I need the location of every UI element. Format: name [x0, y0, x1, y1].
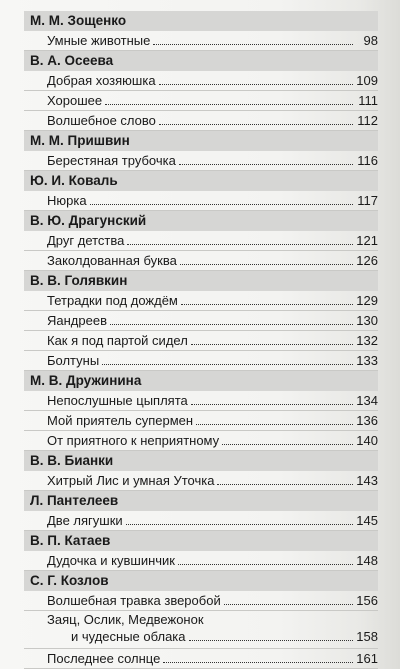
dot-leader: [126, 524, 353, 525]
page-number: 136: [356, 413, 378, 428]
entry-title: Хитрый Лис и умная Уточка: [47, 473, 215, 488]
toc-entry[interactable]: [24, 649, 378, 669]
toc-section: [24, 211, 378, 271]
author-heading: В. В. Бианки: [24, 451, 378, 471]
page-number: 143: [356, 473, 378, 488]
page-number: 158: [356, 629, 378, 644]
page-number: 148: [356, 553, 378, 568]
toc-entry[interactable]: [24, 251, 378, 271]
entry-title: Болтуны: [47, 353, 100, 368]
page-number: 121: [356, 233, 378, 248]
entry-title: Мой приятель супермен: [47, 413, 194, 428]
entry-title: Умные животные: [47, 33, 151, 48]
toc-section: [24, 171, 378, 211]
page-number: 109: [356, 73, 378, 88]
dot-leader: [224, 604, 353, 605]
dot-leader: [110, 324, 353, 325]
entry-title: Добрая хозяюшка: [47, 73, 156, 88]
entry-title: Берестяная трубочка: [47, 153, 176, 168]
toc-entry[interactable]: [24, 71, 378, 91]
entry-title: Хорошее: [47, 93, 103, 108]
entry-title-continuation: и чудесные облака: [71, 629, 186, 644]
entry-title: Заколдованная буква: [47, 253, 177, 268]
dot-leader: [105, 104, 353, 105]
toc-entry[interactable]: [24, 351, 378, 371]
page-number: 156: [356, 593, 378, 608]
entry-title: Яандреев: [47, 313, 107, 328]
toc-entry[interactable]: [24, 231, 378, 251]
page-number: 116: [357, 153, 378, 168]
page-number: 132: [356, 333, 378, 348]
toc-entry[interactable]: [24, 551, 378, 571]
dot-leader: [127, 244, 353, 245]
entry-title: Последнее солнце: [47, 651, 161, 666]
dot-leader: [181, 304, 353, 305]
page-number: 130: [356, 313, 378, 328]
toc-entry[interactable]: [24, 611, 378, 649]
dot-leader: [196, 424, 353, 425]
toc-section: [24, 451, 378, 491]
entry-title: Две лягушки: [47, 513, 123, 528]
page-number: 145: [356, 513, 378, 528]
page-number: 126: [356, 253, 378, 268]
toc-entry[interactable]: [24, 31, 378, 51]
toc-entry[interactable]: [24, 391, 378, 411]
dot-leader: [191, 344, 353, 345]
dot-leader: [180, 264, 353, 265]
dot-leader: [90, 204, 353, 205]
page-number: 161: [356, 651, 378, 666]
page-number: 129: [356, 293, 378, 308]
toc-section: [24, 531, 378, 571]
page-number: 98: [363, 33, 378, 48]
dot-leader: [189, 640, 353, 641]
table-of-contents: [24, 11, 378, 669]
author-heading: В. П. Катаев: [24, 531, 378, 551]
author-heading: М. М. Зощенко: [24, 11, 378, 31]
toc-section: [24, 11, 378, 51]
author-heading: М. М. Пришвин: [24, 131, 378, 151]
toc-entry[interactable]: [24, 471, 378, 491]
toc-entry[interactable]: [24, 311, 378, 331]
page-number: 140: [356, 433, 378, 448]
entry-title: Волшебное слово: [47, 113, 156, 128]
dot-leader: [222, 444, 353, 445]
entry-title: Тетрадки под дождём: [47, 293, 178, 308]
author-heading: М. В. Дружинина: [24, 371, 378, 391]
toc-section: [24, 371, 378, 451]
toc-entry[interactable]: [24, 191, 378, 211]
page-number: 117: [357, 193, 378, 208]
entry-title: Волшебная травка зверобой: [47, 593, 221, 608]
toc-entry[interactable]: [24, 431, 378, 451]
page-number: 111: [358, 93, 378, 108]
page-number: 133: [356, 353, 378, 368]
author-heading: Ю. И. Коваль: [24, 171, 378, 191]
dot-leader: [179, 164, 353, 165]
entry-title: От приятного к неприятному: [47, 433, 220, 448]
page-number: 112: [357, 113, 378, 128]
author-heading: С. Г. Козлов: [24, 571, 378, 591]
entry-title: Как я под партой сидел: [47, 333, 188, 348]
dot-leader: [178, 564, 353, 565]
toc-entry[interactable]: [24, 411, 378, 431]
dot-leader: [191, 404, 353, 405]
toc-entry[interactable]: [24, 591, 378, 611]
dot-leader: [102, 364, 353, 365]
toc-entry[interactable]: [24, 111, 378, 131]
dot-leader: [159, 124, 353, 125]
toc-entry[interactable]: [24, 291, 378, 311]
toc-section: [24, 131, 378, 171]
author-heading: В. А. Осеева: [24, 51, 378, 71]
author-heading: В. В. Голявкин: [24, 271, 378, 291]
toc-section: [24, 571, 378, 669]
dot-leader: [153, 44, 353, 45]
entry-title: Дудочка и кувшинчик: [47, 553, 175, 568]
author-heading: В. Ю. Драгунский: [24, 211, 378, 231]
toc-entry[interactable]: [24, 91, 378, 111]
dot-leader: [159, 84, 353, 85]
author-heading: Л. Пантелеев: [24, 491, 378, 511]
dot-leader: [163, 662, 353, 663]
entry-title: Непослушные цыплята: [47, 393, 188, 408]
toc-entry[interactable]: [24, 151, 378, 171]
page-number: 134: [356, 393, 378, 408]
entry-title: Нюрка: [47, 193, 87, 208]
toc-entry[interactable]: [24, 331, 378, 351]
entry-title: Заяц, Ослик, Медвежонок: [47, 612, 204, 627]
entry-title: Друг детства: [47, 233, 125, 248]
toc-section: [24, 271, 378, 371]
dot-leader: [217, 484, 353, 485]
toc-section: [24, 491, 378, 531]
toc-section: [24, 51, 378, 131]
toc-entry[interactable]: [24, 511, 378, 531]
